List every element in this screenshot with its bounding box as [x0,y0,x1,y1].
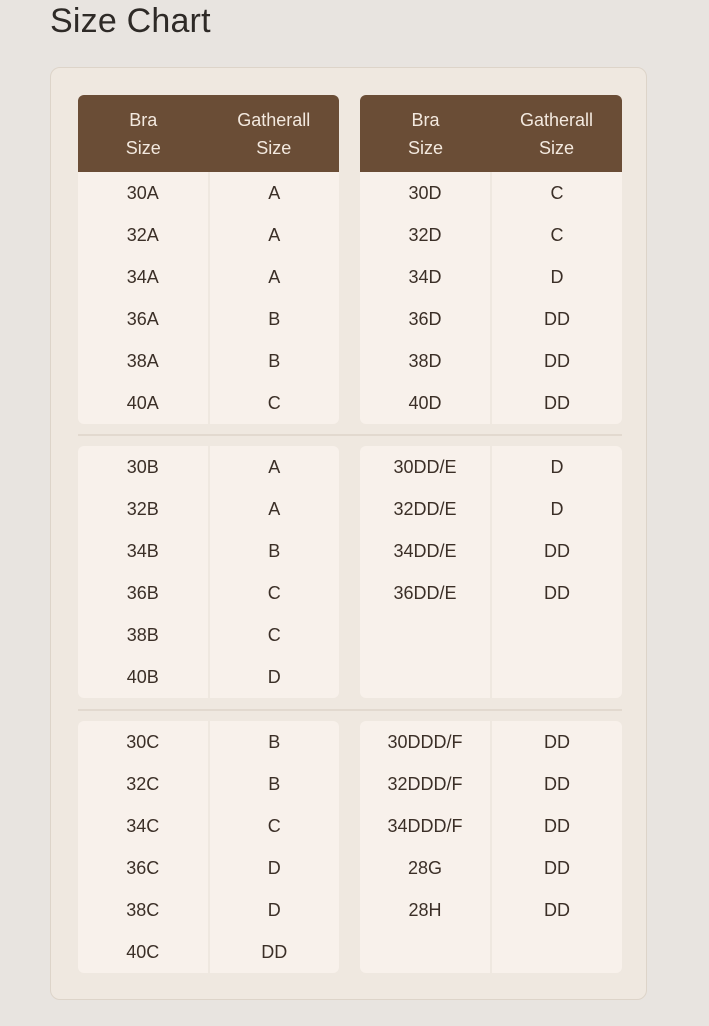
bra-size-cell: 30A [126,183,159,203]
bra-size-cell: 38C [126,900,160,920]
table-header-right [360,95,622,172]
bra-size-cell: 36D [408,309,442,329]
bra-size-cell: 30B [126,457,159,477]
gatherall-size-cell: DD [544,900,570,920]
bra-size-cell: 28H [408,900,442,920]
bra-size-cell: 34C [126,816,160,836]
gatherall-size-cell: A [268,457,281,477]
gatherall-size-cell: A [268,499,281,519]
bra-size-column [78,446,208,698]
gatherall-size-cell: D [550,267,564,287]
bra-size-cell: 40B [126,667,159,687]
gatherall-size-column [492,446,622,698]
gatherall-size-cell: A [268,183,281,203]
bra-size-cell: 36C [126,858,160,878]
gatherall-size-cell: D [267,667,281,687]
size-group-left [78,172,339,424]
gatherall-size-cell: DD [261,942,288,962]
gatherall-size-cell: DD [544,816,570,836]
bra-size-cell: 32DD/E [393,499,457,519]
gatherall-size-column [492,172,622,424]
bra-size-header: Bra Size [125,109,161,158]
bra-size-cell: 30DDD/F [387,732,463,752]
gatherall-size-cell: DD [544,309,570,329]
bra-size-cell: 32DDD/F [387,774,463,794]
bra-size-cell [360,931,490,973]
bra-size-cell: 40D [408,393,442,413]
gatherall-size-column [210,446,340,698]
bra-size-cell: 34DD/E [393,541,457,561]
gatherall-size-column [492,721,622,973]
bra-size-cell: 28G [407,858,443,878]
gatherall-size-cell: C [267,625,281,645]
bra-size-cell: 38D [408,351,442,371]
bra-size-cell: 34A [126,267,159,287]
bra-size-cell [360,614,490,656]
bra-size-cell: 30C [126,732,160,752]
gatherall-size-cell: C [267,583,281,603]
gatherall-size-cell: B [268,541,281,561]
gatherall-size-cell: D [267,858,281,878]
gatherall-size-cell: DD [544,583,570,603]
bra-size-cell: 36DD/E [393,583,457,603]
size-group-right [360,172,622,424]
bra-size-cell: 32A [126,225,159,245]
bra-size-header: Bra Size [407,109,443,158]
gatherall-size-cell: B [268,309,281,329]
page-title: Size Chart [50,2,211,40]
group-divider [78,709,622,711]
gatherall-size-cell: A [268,225,281,245]
bra-size-cell: 40A [126,393,159,413]
bra-size-cell: 34DDD/F [387,816,463,836]
gatherall-size-column [210,721,340,973]
bra-size-cell: 40C [126,942,160,962]
bra-size-cell: 34B [126,541,159,561]
bra-size-column [360,446,490,698]
gatherall-size-cell: B [268,732,281,752]
table-header-left [78,95,339,172]
bra-size-column [78,721,208,973]
bra-size-cell: 38A [126,351,159,371]
gatherall-size-cell: DD [544,732,570,752]
gatherall-size-cell [492,614,622,656]
gatherall-size-column [210,172,340,424]
gatherall-size-cell [492,656,622,698]
bra-size-cell: 32B [126,499,159,519]
gatherall-size-header: Gatherall Size [237,109,311,158]
gatherall-size-header: Gatherall Size [519,109,594,158]
size-group-left [78,446,339,698]
bra-size-cell: 36B [126,583,159,603]
bra-size-cell: 32D [408,225,442,245]
gatherall-size-cell: B [268,774,281,794]
gatherall-size-cell [492,931,622,973]
gatherall-size-cell: DD [544,858,570,878]
gatherall-size-cell: DD [544,393,570,413]
bra-size-cell: 32C [126,774,160,794]
gatherall-size-cell: C [267,816,281,836]
bra-size-column [360,172,490,424]
gatherall-size-cell: C [550,183,564,203]
gatherall-size-cell: D [550,457,564,477]
size-group-left [78,721,339,973]
bra-size-cell: 36A [126,309,159,329]
gatherall-size-cell: DD [544,774,570,794]
group-divider [78,434,622,436]
gatherall-size-cell: C [267,393,281,413]
bra-size-column [78,172,208,424]
gatherall-size-cell: D [267,900,281,920]
bra-size-column [360,721,490,973]
bra-size-cell: 38B [126,625,159,645]
gatherall-size-cell: D [550,499,564,519]
bra-size-cell: 30DD/E [393,457,457,477]
bra-size-cell: 34D [408,267,442,287]
gatherall-size-cell: B [268,351,281,371]
size-group-right [360,721,622,973]
gatherall-size-cell: DD [544,541,570,561]
bra-size-cell: 30D [408,183,442,203]
bra-size-cell [360,656,490,698]
gatherall-size-cell: DD [544,351,570,371]
size-chart-panel [50,67,647,1000]
gatherall-size-cell: A [268,267,281,287]
gatherall-size-cell: C [550,225,564,245]
size-group-right [360,446,622,698]
